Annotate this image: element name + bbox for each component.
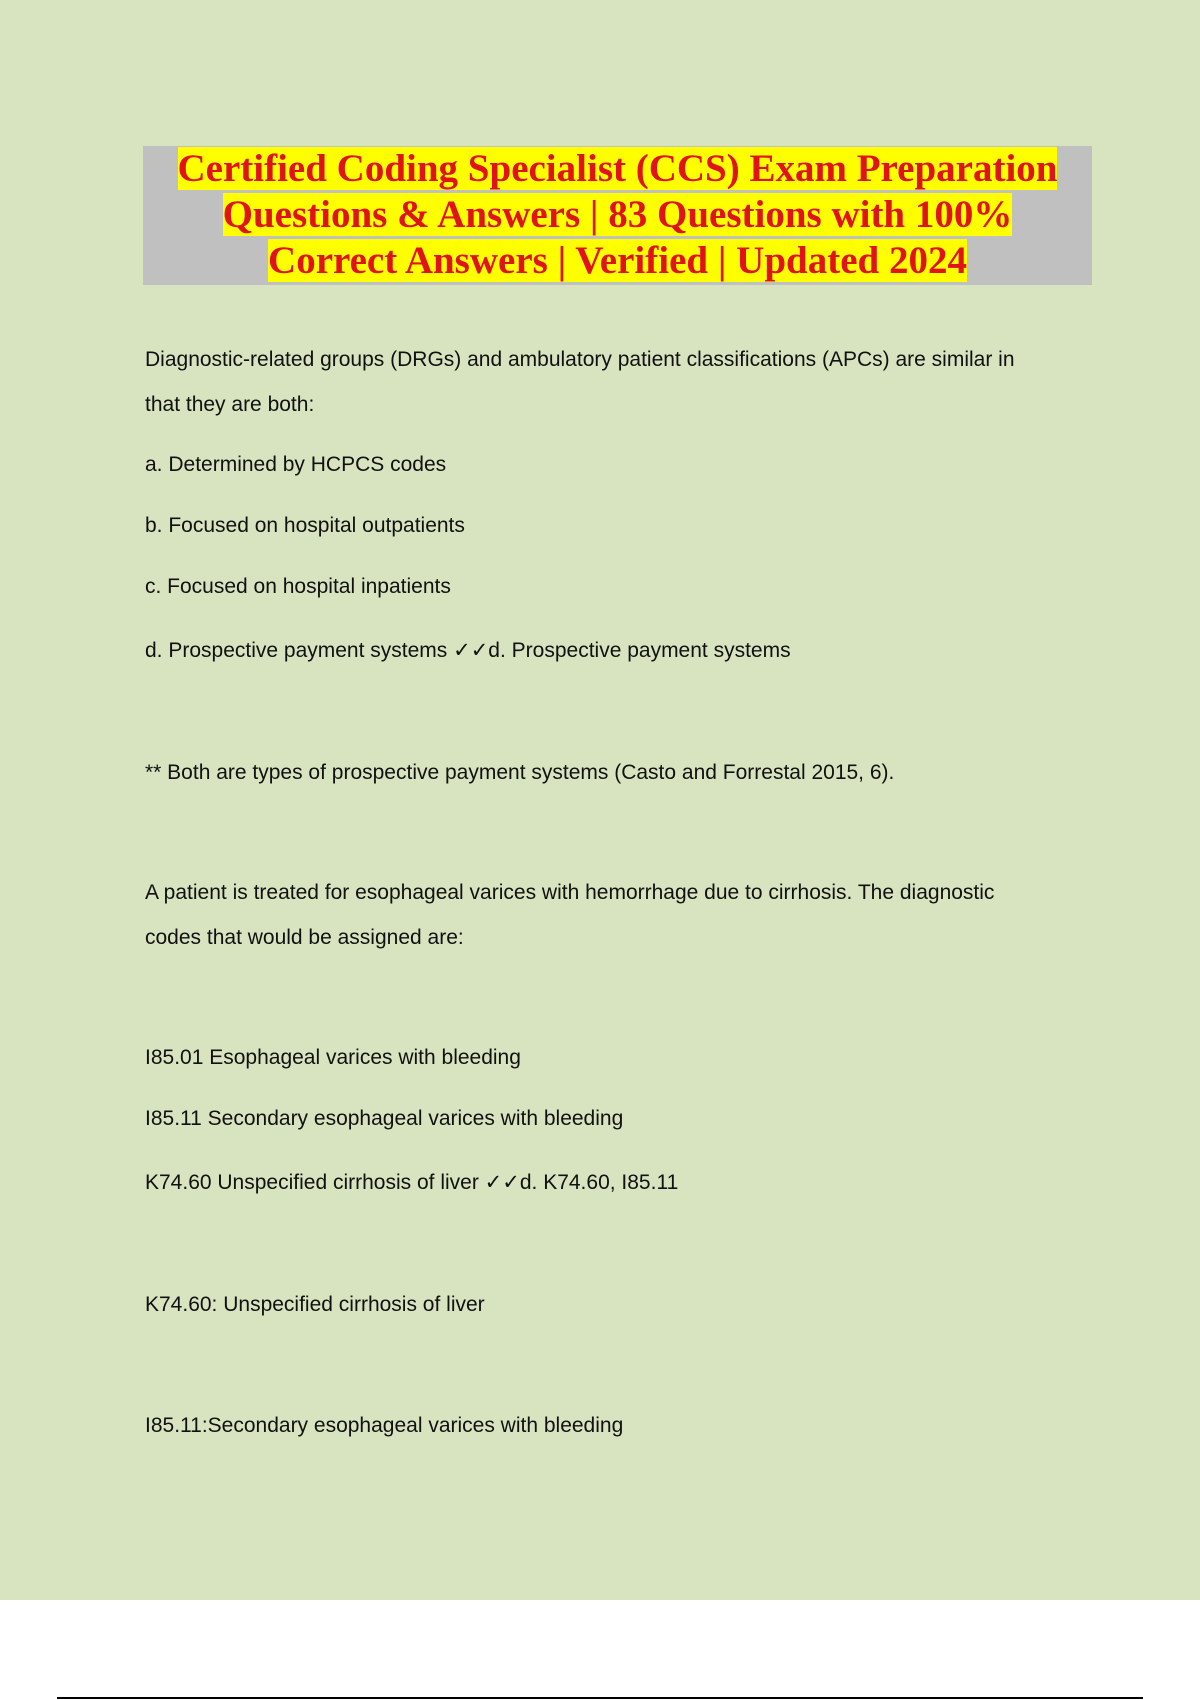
question-1-rationale: ** Both are types of prospective payment systems (Casto and Forrestal 2015, 6). [145,761,895,784]
question-2-code-2: I85.11 Secondary esophageal varices with bleeding [145,1107,624,1130]
question-2-stem-line-1: A patient is treated for esophageal varices with hemorrhage due to cirrhosis. The diagnostic [145,881,995,904]
footer-divider [57,1697,1143,1699]
question-2-code-1: I85.01 Esophageal varices with bleeding [145,1046,521,1069]
question-1-option-c: c. Focused on hospital inpatients [145,575,451,598]
question-1-stem-line-2: that they are both: [145,393,315,416]
question-2-code-3-answer: K74.60 Unspecified cirrhosis of liver ✓✓d. K74.60, I85.11 [145,1171,679,1194]
title-line-3: Correct Answers | Verified | Updated 2024 [268,239,967,282]
question-1-option-d-answer: d. Prospective payment systems ✓✓d. Prospective payment systems [145,639,791,662]
question-2-stem-line-2: codes that would be assigned are: [145,926,464,949]
title-line-1: Certified Coding Specialist (CCS) Exam Preparation [177,147,1058,190]
question-1-stem-line-1: Diagnostic-related groups (DRGs) and ambulatory patient classifications (APCs) are similar in [145,348,1015,371]
title-line-2: Questions & Answers | 83 Questions with 100% [222,193,1013,236]
question-2-explanation-2: I85.11:Secondary esophageal varices with bleeding [145,1414,624,1437]
question-2-explanation-1: K74.60: Unspecified cirrhosis of liver [145,1293,485,1316]
question-1-option-a: a. Determined by HCPCS codes [145,453,447,476]
document-title [143,146,1092,285]
question-1-option-b: b. Focused on hospital outpatients [145,514,465,537]
